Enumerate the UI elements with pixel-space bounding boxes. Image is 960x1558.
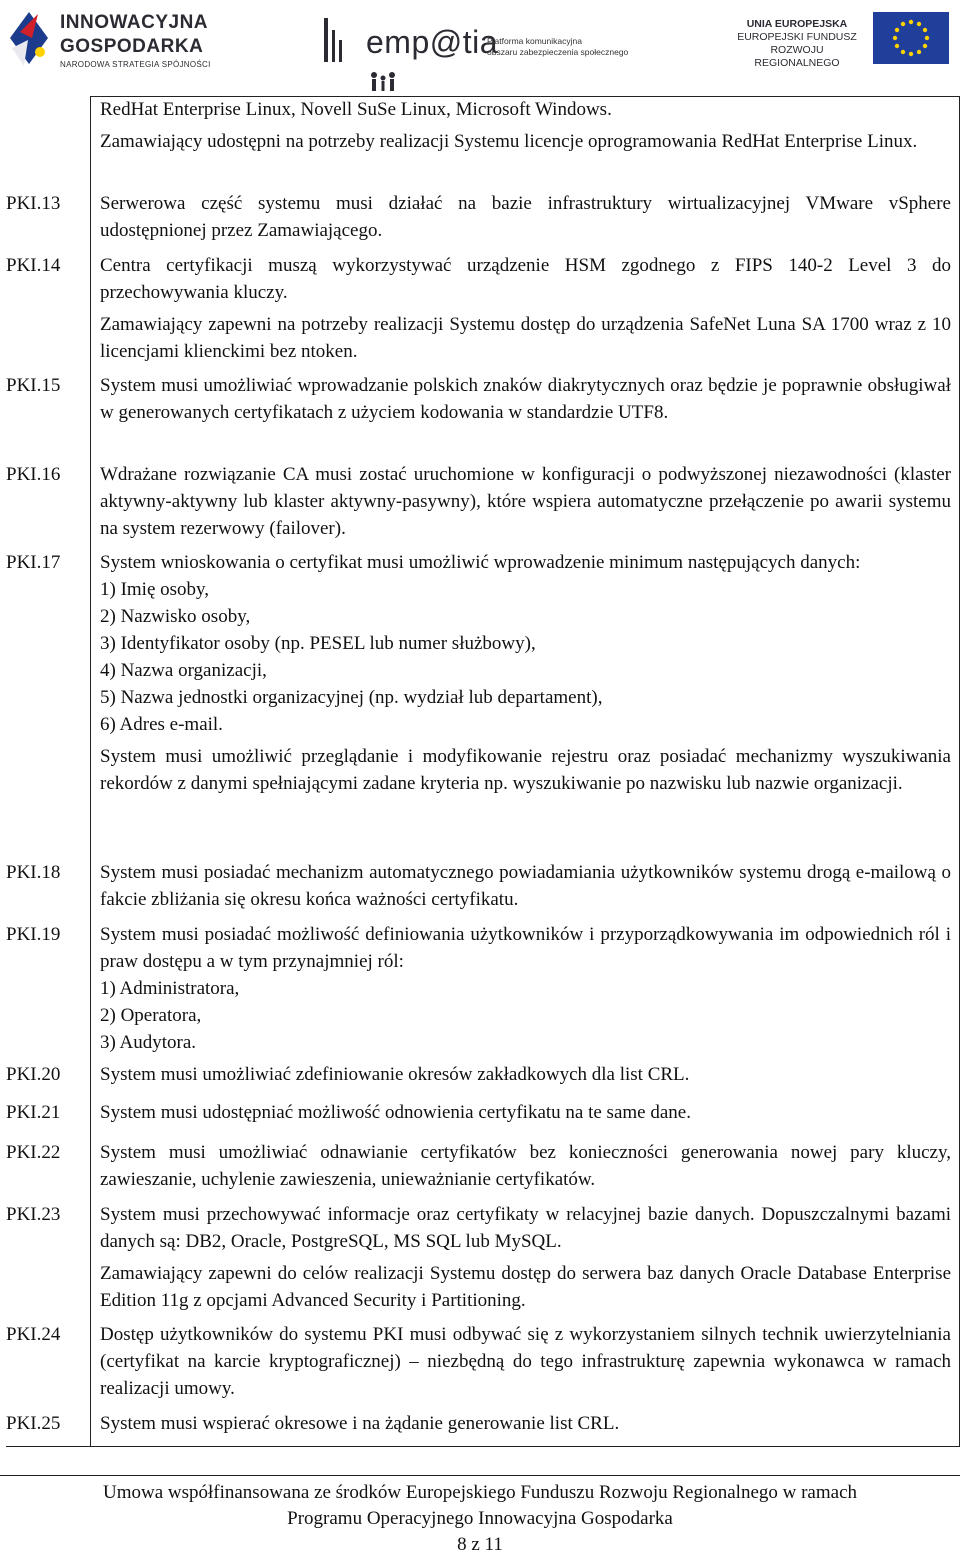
requirement-code: PKI.23	[6, 1204, 61, 1225]
requirement-code: PKI.14	[6, 255, 61, 276]
requirement-text	[100, 859, 951, 913]
list-item: 3) Identyfikator osoby (np. PESEL lub numer służbowy),	[100, 633, 536, 654]
requirement-text	[100, 1410, 951, 1437]
requirement-paragraph: System musi umożliwić przeglądanie i modyfikowanie rejestru oraz posiadać mechanizmy wyszukiwania rekordów z danymi spełniającymi zadane kryteria np. wyszukiwanie po nazwisku lub nazwie organizacji.	[100, 746, 951, 794]
requirement-code: PKI.13	[6, 193, 61, 214]
table-column-divider	[90, 96, 91, 1446]
requirements-table	[6, 96, 960, 1446]
list-item: 2) Nazwisko osoby,	[100, 606, 251, 627]
table-bottom-border	[6, 1446, 960, 1447]
requirement-paragraph: Dostęp użytkowników do systemu PKI musi odbywać się z wykorzystaniem silnych technik uwierzytelniania (certyfikat na karcie kryptograficznej) – niezbędną do tego infrastrukturę zapewnia wykonawca w ramach realizacji umowy.	[100, 1324, 951, 1399]
requirement-text	[100, 1099, 951, 1126]
empatia-wordmark: emp@tia	[366, 24, 499, 60]
requirement-text	[100, 372, 951, 426]
list-item: 6) Adres e-mail.	[100, 714, 223, 735]
requirement-paragraph: System musi udostępniać możliwość odnowienia certyfikatu na te same dane.	[100, 1102, 691, 1123]
empatia-logo	[322, 14, 642, 94]
list-item: 1) Imię osoby,	[100, 579, 210, 600]
requirement-text	[100, 1201, 951, 1314]
requirement-code: PKI.17	[6, 552, 61, 573]
ue-logo-text	[728, 18, 866, 70]
roles-list	[100, 975, 951, 1056]
requirement-code: PKI.25	[6, 1413, 61, 1434]
requirement-text	[100, 1061, 951, 1088]
footer-line-2: Programu Operacyjnego Innowacyjna Gospodarka	[287, 1508, 673, 1529]
logo-ig-line1: INNOWACYJNA	[60, 12, 209, 33]
page-number: 8 z 11	[457, 1534, 503, 1555]
requirement-paragraph: System musi umożliwiać zdefiniowanie okresów zakładkowych dla list CRL.	[100, 1064, 690, 1085]
requirement-paragraph: Zamawiający zapewni na potrzeby realizacji Systemu dostęp do urządzenia SafeNet Luna SA 1700 wraz z 10 licencjami klienckimi bez ntoken.	[100, 314, 951, 362]
list-item: 5) Nazwa jednostki organizacyjnej (np. wydział lub departament),	[100, 687, 603, 708]
requirement-paragraph: Zamawiający udostępni na potrzeby realizacji Systemu licencje oprogramowania RedHat Enterprise Linux.	[100, 131, 918, 152]
list-item: 1) Administratora,	[100, 978, 240, 999]
requirement-code: PKI.19	[6, 924, 61, 945]
requirement-paragraph: Centra certyfikacji muszą wykorzystywać urządzenie HSM zgodnego z FIPS 140-2 Level 3 do przechowywania kluczy.	[100, 255, 951, 303]
requirement-code: PKI.16	[6, 464, 61, 485]
family-icon	[368, 70, 398, 92]
empatia-subtitle-2: obszaru zabezpieczenia społecznego	[487, 47, 629, 57]
footer-divider	[0, 1475, 960, 1476]
ue-logo-line2: EUROPEJSKI FUNDUSZ	[737, 31, 857, 43]
requirement-paragraph: Zamawiający zapewni do celów realizacji Systemu dostęp do serwera baz danych Oracle Database Enterprise Edition 11g z opcjami Advanced Security i Partitioning.	[100, 1263, 951, 1311]
requirement-paragraph: System musi umożliwiać odnawianie certyfikatów bez konieczności generowania nowej pary kluczy, zawieszanie, uchylenie zawieszenia, unieważnianie certyfikatów.	[100, 1142, 951, 1190]
required-fields-list	[100, 576, 951, 738]
requirement-code: PKI.22	[6, 1142, 61, 1163]
requirement-paragraph: System musi posiadać mechanizm automatycznego powiadamiania użytkowników systemu drogą e-mailową o fakcie zbliżania się okresu końca ważności certyfikatu.	[100, 862, 951, 910]
list-item: 2) Operatora,	[100, 1005, 202, 1026]
requirement-paragraph: System musi umożliwiać wprowadzanie polskich znaków diakrytycznych oraz będzie je poprawnie obsługiwał w generowanych certyfikatach z użyciem kodowania w standardzie UTF8.	[100, 375, 951, 423]
requirement-text	[100, 96, 951, 155]
page-header	[0, 0, 960, 95]
list-item: 3) Audytora.	[100, 1032, 197, 1053]
eu-flag-icon	[873, 12, 949, 64]
requirement-paragraph: System wnioskowania o certyfikat musi umożliwić wprowadzenie minimum następujących danych:	[100, 552, 861, 573]
footer-line-1: Umowa współfinansowana ze środków Europejskiego Funduszu Rozwoju Regionalnego w ramach	[102, 1482, 858, 1503]
ue-logo-line1: UNIA EUROPEJSKA	[746, 18, 848, 30]
requirement-paragraph: Wdrażane rozwiązanie CA musi zostać uruchomione w konfiguracji o podwyższonej niezawodności (klaster aktywny-aktywny lub klaster aktywny-pasywny), które wspiera automatyczne przełączenie po awarii systemu na system rezerwowy (failover).	[100, 464, 951, 539]
empatia-subtitle-1: Platforma komunikacyjna	[487, 36, 582, 46]
requirement-paragraph: System musi przechowywać informacje oraz certyfikaty w relacyjnej bazie danych. Dopuszczalnymi bazami danych są: DB2, Oracle, PostgreSQL, MS SQL lub MySQL.	[100, 1204, 951, 1252]
requirement-text	[100, 1139, 951, 1193]
requirement-code: PKI.21	[6, 1102, 61, 1123]
logo-ig-line2: GOSPODARKA	[60, 36, 204, 57]
requirement-text	[100, 549, 951, 797]
empatia-bars-icon	[322, 16, 362, 64]
requirement-text	[100, 921, 951, 1056]
innowacyjna-gospodarka-emblem-icon	[6, 8, 52, 70]
requirement-paragraph: System musi posiadać możliwość definiowania użytkowników i przyporządkowywania im odpowiednich ról i praw dostępu a w tym przynajmniej ról:	[100, 924, 951, 972]
requirement-code: PKI.20	[6, 1064, 61, 1085]
page-footer	[0, 1480, 960, 1558]
requirement-code: PKI.18	[6, 862, 61, 883]
requirement-text	[100, 190, 951, 244]
unia-europejska-logo	[728, 12, 954, 72]
list-item: 4) Nazwa organizacji,	[100, 660, 267, 681]
requirement-paragraph: Serwerowa część systemu musi działać na bazie infrastruktury wirtualizacyjnej VMware vSphere udostępnionej przez Zamawiającego.	[100, 193, 951, 241]
requirement-code: PKI.24	[6, 1324, 61, 1345]
requirement-paragraph: RedHat Enterprise Linux, Novell SuSe Linux, Microsoft Windows.	[100, 99, 612, 120]
logo-ig-line3: NARODOWA STRATEGIA SPÓJNOŚCI	[60, 60, 211, 69]
requirement-paragraph: System musi wspierać okresowe i na żądanie generowanie list CRL.	[100, 1413, 620, 1434]
requirement-text	[100, 1321, 951, 1402]
requirement-code: PKI.15	[6, 375, 61, 396]
innowacyjna-gospodarka-logo	[6, 6, 256, 76]
requirement-text	[100, 252, 951, 365]
requirement-text	[100, 461, 951, 542]
ue-logo-line3: ROZWOJU REGIONALNEGO	[754, 44, 840, 69]
